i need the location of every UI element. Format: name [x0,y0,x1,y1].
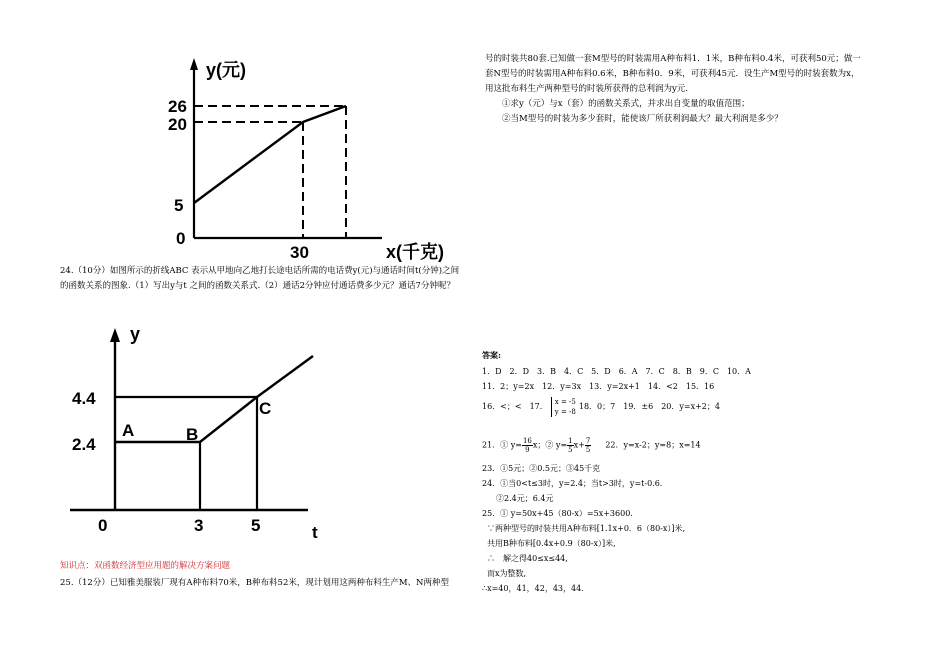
point-label-a: A [122,421,135,440]
equation-system [551,397,576,417]
system-x: x = -5 [554,398,576,406]
tick-26: 26 [168,97,187,116]
point-label-b: B [186,425,199,444]
fraction-denominator: 9 [525,446,530,454]
answer-line-7: ②2.4元；6.4元 [496,494,554,503]
y-axis-label: y [130,324,141,344]
answer-21-part3: x+ [573,440,585,450]
knowledge-point: 知识点：双函数经济型应用题的解决方案问题 [60,561,231,571]
fraction-numerator: 7 [585,437,591,445]
answer-line-8: 25．① y=50x+45（80-x）=5x+3600. [482,509,633,518]
fee-line-abc [115,356,313,442]
system-y: y = -8 [554,408,576,416]
fraction-7-5 [585,437,591,454]
graph-phone-cost [60,318,340,548]
answer-line-5: 23．①5元；②0.5元；③45千克 [482,464,601,473]
tick-0: 0 [176,229,186,248]
tick-0: 0 [98,516,108,535]
tick-4.4: 4.4 [72,389,96,408]
question-25-line2: 号的时装共80套.已知做一套M型号的时装需用A种布料1．1米，B种布料0.4米，可获利50元；做一 [485,54,861,64]
question-24: 24.（10分）如图所示的折线ABC 表示从甲地向乙地打长途电话所需的电话费y(元)与通话时间t(分钟)之间的函数关系的图象.（1）写出y与t 之间的函数关系式.（2）通话2分钟应付通话费多少元？通话7分钟呢？ [60,266,460,291]
question-25-sub1: ①求y（元）与x（套）的函数关系式，并求出自变量的取值范围； [502,99,750,109]
fraction-numerator: 1 [568,437,573,445]
y-axis-arrow [190,58,198,70]
answer-line-10: 共用B种布料[0.4x+0.9（80-x）]米, [487,539,616,548]
answers-title: 答案: [482,350,501,360]
answer-line-13: ∴x=40，41，42，43，44. [482,584,584,593]
answer-21-part2: x；② y= [532,440,568,450]
answer-line-6: 24．①当0<t≤3时，y=2.4；当t>3时，y=t-0.6. [482,479,663,488]
answer-line-11: ∴ 解之得40≤x≤44, [487,554,568,563]
question-25-sub2: ②当M型号的时装为多少套时，能使该厂所获利润最大？最大利润是多少？ [502,114,783,124]
answer-line-4 [482,437,701,454]
point-label-c: C [259,399,272,418]
tick-20: 20 [168,115,187,134]
y-axis-arrow [110,328,120,342]
answer-22: 22．y=x-2；y=8；x=14 [605,440,701,450]
graph-price-weight [160,48,465,266]
fraction-numerator: 16 [522,437,532,445]
tick-5: 5 [174,196,184,215]
answer-line-2: 11．2；y=2x 12．y=3x 13．y=2x+1 14．<2 15．16 [482,382,715,391]
answer-line-9: ∵两种型号的时装共用A种布料[1.1x+0．6（80-x）]米, [487,524,686,533]
y-axis-label: y(元) [206,60,246,80]
tick-2.4: 2.4 [72,435,96,454]
question-25-line3: 套N型号的时装需用A种布料0.6米，B种布料0．9米，可获利45元．设生产M型号的时装套数为x， [485,69,860,79]
fraction-denominator: 5 [568,446,573,454]
fraction-denominator: 5 [585,446,591,454]
answer-line-3 [482,397,720,417]
answer-18-20: 18．0；7 19．±6 20．y=x+2；4 [578,402,720,411]
tick-30: 30 [290,243,309,262]
question-25-line4: 用这批布料生产两种型号的时装所获得的总利润为y元. [485,84,689,94]
answer-line-12: 而x为整数, [487,569,527,578]
answer-16-17: 16．<；< 17． [482,402,548,411]
tick-5: 5 [251,516,261,535]
answer-21-part1: 21．① y= [482,440,522,450]
tick-3: 3 [194,516,204,535]
price-line [194,106,346,203]
x-axis-label: x(千克) [386,242,444,262]
question-25-line1: 25.（12分）已知雅美服装厂现有A种布料70米，B种布料52米，现计划用这两种布料生产M、N两种型 [60,578,449,588]
fraction-16-9 [522,437,533,454]
x-axis-label: t [312,523,318,542]
answer-line-1: 1．D 2．D 3．B 4．C 5．D 6．A 7．C 8．B 9．C 10．A [482,367,751,376]
